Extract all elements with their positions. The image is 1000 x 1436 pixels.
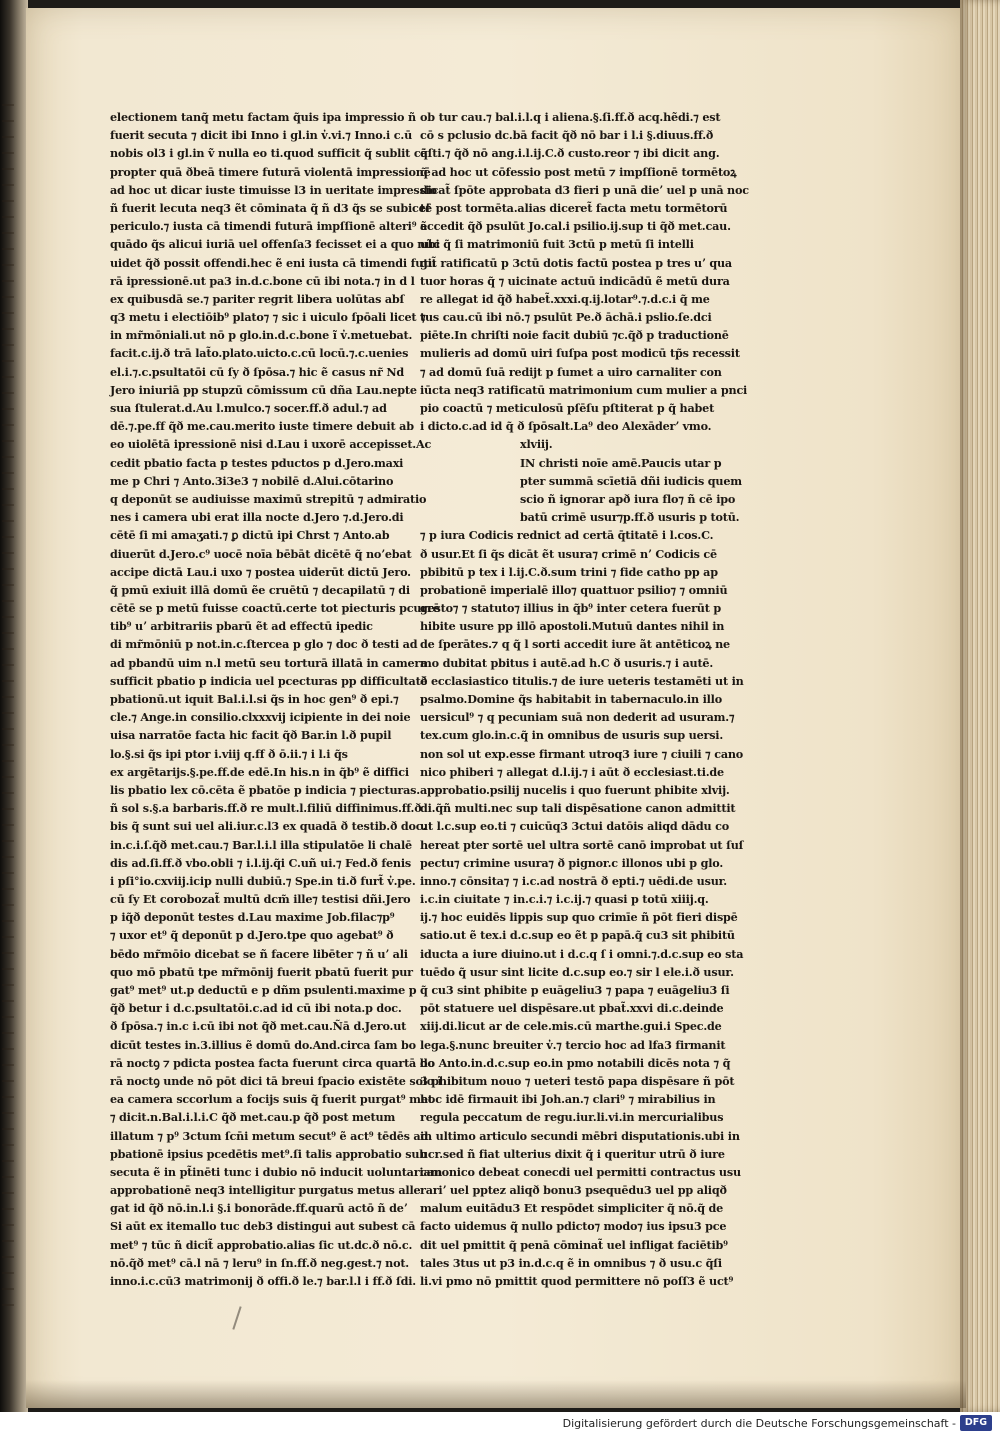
text-line: non sol ut exp.esse firmant utroq3 iure ⁊ ciuili ⁊ cano <box>420 746 744 761</box>
text-line: nō.q̃ð met⁹ cā.l nā ⁊ leru⁹ in ſn.ff.ð neg.gest.⁊ not. <box>110 1255 409 1270</box>
text-line: batū crimē usur⁊p.ff.ð usuris p totū. <box>520 510 740 525</box>
text-line: q̃ cu3 sint phibite p euāgeliu3 ⁊ papa ⁊ euāgeliu3 ſi <box>420 983 730 997</box>
text-line: pio coactū ⁊ meticulosū pſēſu pſtiterat p q̃ habet <box>420 401 715 415</box>
text-line: psalmo.Domine q̃s habitabit in tabernaculo.in illo <box>420 692 722 706</box>
text-line: li.vi pmo nō pmittit quod permittere nō poſſ3 ẽ uct⁹ <box>420 1274 734 1288</box>
text-line: accedit q̃ð psulūt Jo.cal.i psilio.ij.sup ti q̃ð met.cau. <box>420 219 731 234</box>
text-line: gat id q̃ð nō.in.l.i §.i bonorāde.ff.quarū actō ñ deʼ <box>110 1201 408 1216</box>
text-line: re allegat id q̃ð habet̃.xxxi.q.ij.lotar⁹.⁊.d.c.i q̃ me <box>420 291 710 306</box>
text-line: diuerūt d.Jero.c⁹ uocē noīa bēbāt dicētē q̃ noʼebat <box>110 546 412 561</box>
text-line: nobis ol3 i gl.in ṽ nulla eo ti.quod sufficit q̃ sublit cā <box>110 146 428 161</box>
text-line: propter quā ðbeā timere futurā violentā impressionē <box>110 164 431 179</box>
text-line: inno.⁊ cōnsita⁊ ⁊ i.c.ad nostrā ð epti.⁊ uēdi.de usur. <box>420 873 727 888</box>
text-line: ð usur.Et ſi q̃s dicāt ẽt usura⁊ crimē nʼ Codicis cē <box>420 546 717 561</box>
text-line: lis pbatio lex cō.cēta ẽ pbatōe p indicia ⁊ piecturas. <box>110 782 420 797</box>
text-line: cētē se p metū fuisse coactū.certe tot piecturis pcurrē <box>110 601 440 616</box>
text-line: rā noctꝯ ⁊ pdicta postea facta fuerunt circa quartā bo <box>110 1055 435 1070</box>
text-line: dicūt testes in.3.illius ẽ domū do.And.circa ſam bo <box>110 1037 416 1052</box>
text-line: p iq̃ð deponūt testes d.Lau maxime Job.filac⁊p⁹ <box>110 910 395 925</box>
text-line: ñ fuerit lecuta neq3 ẽt cōminata q̃ ñ d3 q̃s se subicef <box>110 200 431 215</box>
text-line: tus cau.cū ibi nō.⁊ psulūt Pe.ð āchā.i pslio.ſe.dci <box>420 310 712 325</box>
text-line: ð ecclasiastico titulis.⁊ de iure ueteris testamēti ut in <box>420 673 744 688</box>
text-line: Si aūt ex itemallo tuc deb3 distingui aut subest cā <box>110 1219 416 1234</box>
text-line: regula peccatum de regu.iur.li.vi.in mercurialibus <box>420 1110 724 1125</box>
text-line: cō s pclusio dc.bā facit q̃ð nō bar i l.i §.diuus.ff.ð <box>420 128 714 143</box>
text-line: accipe dictā Lau.i uxo ⁊ postea uiderūt dictū Jero. <box>110 564 411 579</box>
text-line: nico phiberi ⁊ allegat d.l.ij.⁊ i aūt ð ecclesiast.ti.de <box>420 764 724 779</box>
text-line: el.i.⁊.c.psultatōi cū ſy ð ſpōsa.⁊ hic ẽ casus nr̃ Nd <box>110 364 405 379</box>
text-line: ad hoc ut dicar iuste timuisse l3 in ueritate impressio <box>110 182 437 197</box>
text-line: piēte.In chriſti noie facit dubiū ⁊c.q̃ð p traductionē <box>420 328 729 343</box>
text-line: di mr̃mōniū p not.in.c.ſtercea p glo ⁊ doc ð testi ad <box>110 637 418 652</box>
text-line: mo dubitat pbitus i autē.ad h.C ð usuris.⁊ i autē. <box>420 655 714 670</box>
text-line: ij.⁊ hoc euidēs lippis sup quo crimīe ñ pōt fieri dispē <box>420 910 738 925</box>
text-line: in mr̃mōniali.ut nō p glo.in.d.c.bone ĩ v̓.metuebat. <box>110 328 413 343</box>
text-line: q̃ ad hoc ut cōfessio post metū ⁊ impſſionē tormētoꝝ <box>420 164 737 179</box>
text-line: bēdo mr̃mōio dicebat se ñ facere libēter ⁊ ñ uʼ ali <box>110 946 408 961</box>
text-line: rā noctꝯ unde nō pōt dici tā breui ſpacio existēte solo ĩ <box>110 1073 442 1088</box>
text-line: cētē ſi mi amaʒati.⁊ ꝑ dictū ipi Chrst ⁊ Anto.ab <box>110 528 390 543</box>
text-line: uidet q̃ð possit offendi.hec ẽ eni iusta cā timendi futu <box>110 255 437 270</box>
text-line: illatum ⁊ p⁹ 3ctum ſcn̄i metum secut⁹ ẽ act⁹ tēdēs ad <box>110 1128 429 1143</box>
text-line: quādo q̃s alicui iuriā uel offenſa3 fecisset ei a quo nũc <box>110 237 440 252</box>
text-line: pbibitū p tex i l.ij.C.ð.sum trini ⁊ fide catho pp ap <box>420 564 718 579</box>
text-line: tuēdo q̃ usur sint licite d.c.sup eo.⁊ sir l ele.i.ð usur. <box>420 964 734 979</box>
text-line: gesto⁊ ⁊ statuto⁊ illius in q̃b⁹ inter cetera fuerūt p <box>420 601 722 616</box>
text-line: lo.§.si q̃s ipi ptor i.viij q.ff ð ō.ii.⁊ i l.i q̃s <box>110 746 348 761</box>
text-line: ñ sol s.§.a barbaris.ff.ð re mult.l.filiū diffinimus.ff.ð <box>110 801 422 816</box>
text-line: dit uel pmittit q̃ penā cōminat̃ uel infligat faciētib⁹ <box>420 1237 728 1252</box>
text-line: tē post tormēta.alias diceret̃ facta metu tormētorū <box>420 200 728 215</box>
text-line: lega.§.nunc breuiter v̓.⁊ tercio hoc ad lfa3 firmanit <box>420 1037 726 1052</box>
text-column-right <box>420 108 749 1290</box>
text-line: pbationū.ut iquit Bal.i.l.si q̃s in hoc gen⁹ ð epi.⁊ <box>110 692 399 706</box>
text-line: mulieris ad domū uiri ſuſpa post modicū tp̃s recessit <box>420 346 740 361</box>
dfg-logo[interactable]: DFG <box>960 1415 992 1431</box>
text-line: scio ñ ignorar apð iura flo⁊ ñ cē ipo <box>520 491 736 506</box>
text-line: i.c.in ciuitate ⁊ in.c.i.⁊ i.c.ij.⁊ quasi p totū xiiij.q. <box>420 892 709 907</box>
text-line: xlviij. <box>520 437 553 452</box>
text-line: hereat pter sortē uel ultra sortē canō improbat ut ſuſ <box>420 837 744 852</box>
text-line: uersicul⁹ ⁊ q pecuniam suā non dederit ad usuram.⁊ <box>420 710 735 725</box>
text-line: iūcta neq3 ratificatū matrimonium cum mulier a pnci <box>420 382 748 397</box>
text-line: ut l.c.sup eo.ti ⁊ cuicūq3 3ctui datōis aliqd dādu co <box>420 819 729 834</box>
text-line: electionem tanq̃ metu factam q̃uis ipa impressio ñ <box>110 110 416 124</box>
text-line: eo uiolētā ipressionē nisi d.Lau i uxorē accepisset.Ac <box>110 437 432 452</box>
text-line: ad pbandū uim n.l metū seu torturā illatā in camera <box>110 655 428 670</box>
text-line: git̃ ratificatū p 3ctū dotis factū postea p tres uʼ qua <box>420 255 732 270</box>
digitization-footer <box>0 1412 1000 1436</box>
text-line: pbationē ipsius pcedētis met⁹.ſi talis approbatio sub <box>110 1146 427 1161</box>
text-line: q̃ſti.⁊ q̃ð nō ang.i.l.ij.C.ð custo.reor ⁊ ibi dicit ang. <box>420 146 720 161</box>
text-line: sua ſtulerat.d.Au l.mulco.⁊ socer.ff.ð adul.⁊ ad <box>110 401 387 415</box>
text-line: uisa narratōe facta hic facit q̃ð Bar.in l.ð pupil <box>110 728 392 743</box>
text-line: approbatio.psilij nucelis i quo fuerunt phibite xlvij. <box>420 782 730 797</box>
text-line: tales 3tus ut p3 in.d.c.q ẽ in omnibus ⁊ ð usu.c q̃ſi <box>420 1255 722 1270</box>
text-line: tex.cum glo.in.c.q̃ in omnibus de usuris sup uersi. <box>420 728 724 743</box>
text-line: facit.c.ij.ð trā lat̃o.plato.uicto.c.cū locū.⁊.c.uenies <box>110 346 409 361</box>
text-line: gat⁹ met⁹ ut.p deductū e p dñm psulenti.maxime p <box>110 983 417 997</box>
text-line: canonico debeat conecdi uel permitti contractus usu <box>420 1164 741 1179</box>
text-line: dē.⁊.pe.ff q̃ð me.cau.merito iuste timere debuit ab <box>110 419 414 434</box>
text-line: hoc idē firmauit ibi Joh.an.⁊ clari⁹ ⁊ mirabilius in <box>420 1092 716 1107</box>
funding-credit: Digitalisierung gefördert durch die Deutsche Forschungsgemeinschaft - <box>562 1417 956 1430</box>
text-line: i dicto.c.ad id q̃ ð ſpōsalt.La⁹ deo Alexāderʼ vmo. <box>420 419 712 434</box>
text-line: ea camera sccorlum a focijs suis q̃ fuerit purgat⁹ met <box>110 1092 433 1107</box>
text-line: rariʼ uel pptez aliqð bonu3 psequēdu3 uel pp aliqð <box>420 1183 727 1198</box>
facing-page-edge <box>0 0 28 1412</box>
text-line: q̃ pmū exiuit illā domū ẽe cruētū ⁊ decapilatū ⁊ di <box>110 582 410 597</box>
text-line: xiij.di.licut ar de cele.mis.cū marthe.gui.i Spec.de <box>420 1019 722 1034</box>
text-line: tuor horas q̃ ⁊ uicinate actuū indicādū ẽ metū dura <box>420 273 730 288</box>
text-line: ucr.sed ñ fiat ulterius dixit q̃ i queritur utrū ð iure <box>420 1146 725 1161</box>
text-line: periculo.⁊ iusta cā timendi futurā impſſionē alteri⁹ ẽ <box>110 219 428 234</box>
text-line: dicat̃ ſpōte approbata d3 fieri p unā dieʼ uel p unā noc <box>420 182 749 197</box>
text-line: ⁊ p iura Codicis rednict ad certā q̄titatē i l.cos.C. <box>420 528 714 543</box>
text-line: cle.⁊ Ange.in consilio.clxxxvij icipiente in dei noie <box>110 710 411 725</box>
text-line: probationē imperialē illo⁊ quattuor psilio⁊ ⁊ omniū <box>420 582 728 597</box>
text-line: tib⁹ uʼ arbitrariis pbarū ẽt ad effectū ipedic <box>110 619 373 634</box>
text-line: ob tur cau.⁊ bal.i.l.q i aliena.§.ſi.ff.ð acq.hẽdi.⁊ est <box>420 110 721 124</box>
text-line: cedit pbatio facta p testes pductos p d.Jero.maxi <box>110 455 404 470</box>
text-line: ⁊ uxor et⁹ q̃ deponūt p d.Jero.tpe quo agebat⁹ ð <box>110 928 394 943</box>
text-column-left <box>110 108 443 1290</box>
text-line: iducta a iure diuino.ut i d.c.q ſ i omni.⁊.d.c.sup eo sta <box>420 946 744 961</box>
text-line: do Anto.in.d.c.sup eo.in pmo notabili dicēs nota ⁊ q̃ <box>420 1055 731 1070</box>
text-line: IN christi noīe amē.Paucis utar p <box>520 455 722 470</box>
text-line: ⁊ ad domū ſuā redijt p ſumet a uiro carnaliter con <box>420 364 722 379</box>
text-line: hibite usure pp illō apostoli.Mutuū dantes nihil in <box>420 619 725 634</box>
text-line: q̃ð betur i d.c.psultatōi.c.ad id cū ibi nota.p doc. <box>110 1001 402 1016</box>
text-line: dis ad.ſi.ff.ð vbo.obli ⁊ i.l.ij.q̃i C.uñ ui.⁊ Fed.ð fenis <box>110 855 411 870</box>
text-line: fuerit secuta ⁊ dicit ibi Inno i gl.in v̓.vi.⁊ Inno.i c.ū <box>110 128 413 143</box>
text-line: pter summā scīetiā dñi iudicis quem <box>520 473 742 488</box>
text-line: bis q̃ sunt sui uel ali.iur.c.l3 ex quadā ð testib.ð doc. <box>110 819 427 834</box>
text-line: rā ipressionē.ut pa3 in.d.c.bone cū ibi nota.⁊ in d l <box>110 273 415 288</box>
text-line: ð ſpōsa.⁊ in.c i.cū ibi not q̃ð met.cau.Ñā d.Jero.ut <box>110 1019 407 1034</box>
text-line: ⁊ dicit.n.Bal.i.l.i.C q̃ð met.cau.p q̃ð post metum <box>110 1110 396 1125</box>
text-line: inno.i.c.cū3 matrimonij ð offi.ð le.⁊ bar.l.l i ff.ð ſdi. <box>110 1274 416 1288</box>
text-line: nes i camera ubi erat illa nocte d.Jero ⁊.d.Jero.di <box>110 510 404 525</box>
text-line: sufficit pbatio p indicia uel pcecturas pp difficultatē <box>110 673 428 688</box>
page-stack-edge <box>960 0 1000 1412</box>
text-line: satio.ut ẽ tex.i d.c.sup eo ẽt p papā.q̃ cu3 sit phibitū <box>420 928 735 943</box>
text-line: malum euitādu3 Et respōdet simpliciter q̃ nō.q̃ de <box>420 1201 724 1216</box>
text-line: q3 metu i electiōib⁹ plato⁊ ⁊ sic i uiculo ſpōali licet ⁊ <box>110 310 426 325</box>
text-line: cū ſy Et corobozat̃ multū dcm̃ ille⁊ testisi dñi.Jero <box>110 892 411 907</box>
text-line: di.q̃ñ multi.nec sup tali dispēsatione canon admittit <box>420 801 736 816</box>
text-line: pectu⁊ crimine usura⁊ ð pignor.c illonos ubi p glo. <box>420 855 724 870</box>
text-line: ubi q̃ ſi matrimoniū fuit 3ctū p metū ſi intelli <box>420 237 694 252</box>
text-line: i pſi°io.cxviij.icip nulli dubiū.⁊ Spe.in ti.ð furt̃ v̓.pe. <box>110 873 416 888</box>
text-line: de ſperātes.⁊ q q̃ l sorti accedit iure ãt antēticoꝝ ne <box>420 637 730 652</box>
text-line: q deponūt se audiuisse maximū strepitū ⁊ admiratio <box>110 491 427 506</box>
text-line: 3 phibitum nouo ⁊ ueteri testō papa dispēsare ñ pōt <box>420 1073 735 1088</box>
text-line: ex quibusdā se.⁊ pariter regrit libera uolūtas abſ <box>110 291 405 306</box>
text-line: secuta ẽ in pt̃inēti tunc i dubio nō inducit uoluntariam <box>110 1164 443 1179</box>
text-line: in ultimo articulo secundi mēbri disputationis.ubi in <box>420 1128 740 1143</box>
text-line: in.c.i.ſ.q̃ð met.cau.⁊ Bar.l.i.l illa stipulatōe li chalē <box>110 837 412 852</box>
text-line: approbationē neq3 intelligitur purgatus metus alle <box>110 1183 421 1198</box>
text-line: pōt statuere uel dispēsare.ut pbat̃.xxvi di.c.deinde <box>420 1001 724 1016</box>
text-line: ex argētarijs.§.pe.ff.de edē.In his.n in q̃b⁹ ẽ diffici <box>110 764 409 779</box>
text-line: met⁹ ⁊ tūc ñ dicit̃ approbatio.alias ſic ut.dc.ð nō.c. <box>110 1237 413 1252</box>
text-line: Jero iniuriā pp stupzū cōmissum cū dña Lau.nepte <box>110 382 417 397</box>
text-line: quo mō pbatū tpe mr̃mōnij fuerit pbatū fuerit pur <box>110 964 413 979</box>
text-line: facto uidemus q̃ nullo pdicto⁊ modo⁊ ius ipsu3 pce <box>420 1219 727 1234</box>
text-line: me p Chri ⁊ Anto.3i3e3 ⁊ nobilē d.Alui.cōtarino <box>110 473 394 488</box>
